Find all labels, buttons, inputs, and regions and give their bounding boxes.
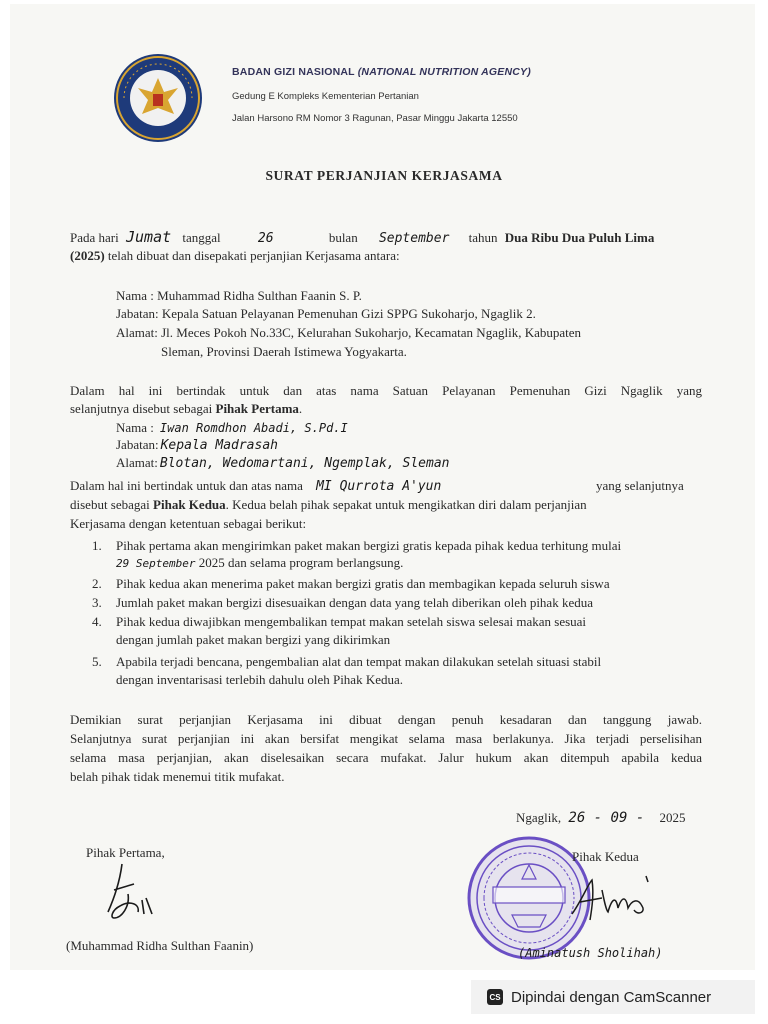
- term-item-4-cont: dengan jumlah paket makan bergizi yang dikirimkan: [116, 632, 391, 647]
- second-party-label: Pihak Kedua: [572, 849, 639, 864]
- party-two-position: Jabatan: Kepala Madrasah: [116, 437, 278, 453]
- opening-line-1: Pada hari Jumat tanggal 26 bulan September tahun Dua Ribu Dua Puluh Lima: [70, 228, 655, 246]
- term-item-2: 2. Pihak kedua akan menerima paket makan bergizi gratis dan membagikan kepada seluruh siswa: [92, 576, 610, 591]
- party-one-statement-1: Dalam hal ini bertindak untuk dan atas nama Satuan Pelayanan Pemenuhan Gizi Ngaglik yang: [70, 383, 702, 398]
- agency-seal-logo: [112, 52, 204, 144]
- opening-line-2: (2025) telah dibuat dan disepakati perjanjian Kerjasama antara:: [70, 248, 400, 263]
- term-item-5-cont: dengan inventarisasi terlebih dahulu oleh Pihak Kedua.: [116, 672, 404, 687]
- party-two-statement-1-end: yang selanjutnya: [596, 478, 684, 493]
- party-one-address-2: Sleman, Provinsi Daerah Istimewa Yogyakarta.: [161, 344, 407, 359]
- closing-line-1: Demikian surat perjanjian Kerjasama ini dibuat dengan penuh kesadaran dan tanggung jawab.: [70, 712, 702, 727]
- org-address-line-1: Gedung E Kompleks Kementerian Pertanian: [232, 91, 419, 102]
- camscanner-logo-icon: CS: [487, 989, 503, 1005]
- camscanner-text: Dipindai dengan CamScanner: [511, 988, 712, 1006]
- party-one-position: Jabatan: Kepala Satuan Pelayanan Pemenuhan Gizi SPPG Sukoharjo, Ngaglik 2.: [116, 306, 536, 321]
- place-date: Ngaglik, 26 - 09 - 2025: [516, 810, 686, 826]
- first-party-signature: [100, 860, 160, 924]
- term-item-4: 4. Pihak kedua diwajibkan mengembalikan tempat makan setelah siswa selesai makan sesuai: [92, 614, 587, 629]
- document-title: SURAT PERJANJIAN KERJASAMA: [265, 168, 503, 183]
- closing-line-2: Selanjutnya surat perjanjian ini akan bersifat mengikat selama masa berlakunya. Jika terjadi perselisihan: [70, 731, 702, 746]
- camscanner-badge: [471, 980, 755, 1014]
- party-two-statement-1: Dalam hal ini bertindak untuk dan atas nama MI Qurrota A'yun: [70, 478, 442, 494]
- first-party-label: Pihak Pertama,: [86, 845, 165, 860]
- party-one-address-1: Alamat: Jl. Meces Pokoh No.33C, Kelurahan Sukoharjo, Kecamatan Ngaglik, Kabupaten: [116, 325, 581, 340]
- term-item-1: 1. Pihak pertama akan mengirimkan paket makan bergizi gratis kepada pihak kedua terhitung mulai: [92, 538, 622, 553]
- party-one-statement-2: selanjutnya disebut sebagai Pihak Pertama.: [70, 401, 303, 416]
- party-two-statement-2: disebut sebagai Pihak Kedua. Kedua belah pihak sepakat untuk mengikatkan diri dalam perjanjian: [70, 497, 587, 512]
- party-two-statement-3: Kerjasama dengan ketentuan sebagai berikut:: [70, 516, 307, 531]
- term-item-3: 3. Jumlah paket makan bergizi disesuaikan dengan data yang telah diberikan oleh pihak kedua: [92, 595, 593, 610]
- second-party-name: (Aminatush Sholihah): [518, 946, 663, 960]
- second-party-signature: [568, 870, 654, 930]
- closing-line-3: selama masa perjanjian, akan diselesaikan secara mufakat. Jalur hukum akan ditempuh apabila kedua: [70, 750, 702, 765]
- term-item-5: 5. Apabila terjadi bencana, pengembalian alat dan tempat makan dilakukan setelah situasi stabil: [92, 654, 602, 669]
- closing-line-4: belah pihak tidak menemui titik mufakat.: [70, 769, 285, 784]
- party-one-name: Nama : Muhammad Ridha Sulthan Faanin S. P.: [116, 288, 362, 303]
- first-party-name: (Muhammad Ridha Sulthan Faanin): [66, 938, 254, 953]
- party-two-name: Nama : Iwan Romdhon Abadi, S.Pd.I: [116, 420, 348, 435]
- term-item-1-cont: 29 September 2025 dan selama program berlangsung.: [116, 555, 404, 570]
- org-name: BADAN GIZI NASIONAL (NATIONAL NUTRITION AGENCY): [232, 66, 531, 78]
- party-two-address: Alamat: Blotan, Wedomartani, Ngemplak, Sleman: [116, 455, 450, 471]
- org-address-line-2: Jalan Harsono RM Nomor 3 Ragunan, Pasar Minggu Jakarta 12550: [232, 113, 518, 124]
